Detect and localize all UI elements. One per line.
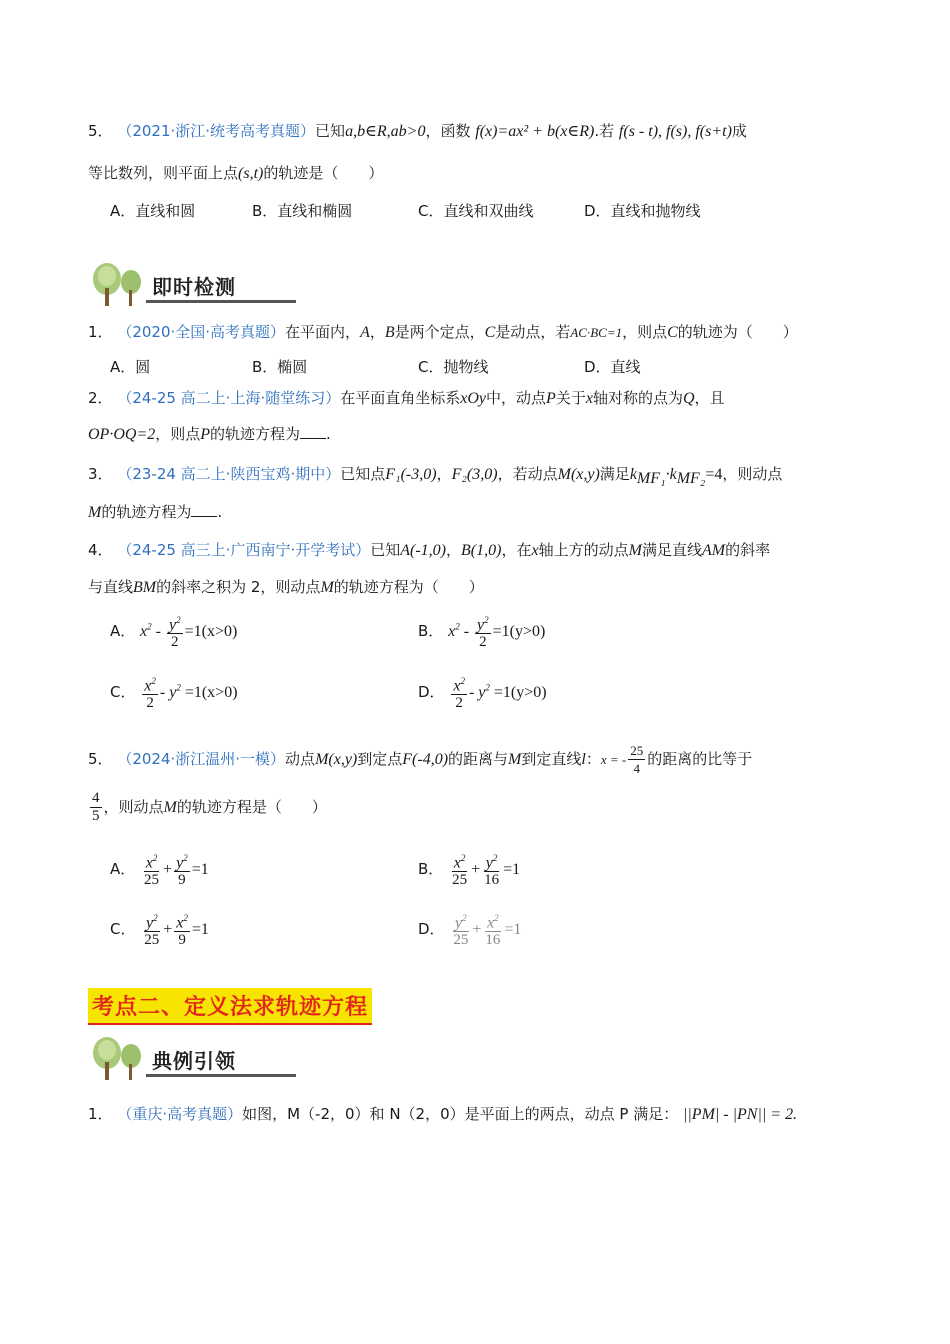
question-text: 等比数列，则平面上点 — [88, 164, 239, 182]
option-a[interactable]: A． $x^2$ - $\frac{y^2}{2}$ =1(x>0) — [110, 612, 237, 651]
math-expression: =4 — [705, 466, 723, 483]
math-expression: AC·BC=1 — [570, 325, 623, 340]
option-c[interactable]: C． $\frac{y^2}{25}$ + $\frac{x^2}{9}$ =1 — [110, 910, 209, 949]
question-text: 满足 — [599, 465, 630, 483]
option-label: A． — [110, 860, 136, 879]
math-expression: f(s - t), f(s), f(s+t) — [618, 123, 732, 140]
option-formula: =1(y>0) — [492, 623, 546, 641]
question-text: 已知点 — [340, 465, 386, 483]
question-1b — [88, 1104, 797, 1125]
question-text: ，在 — [501, 541, 532, 559]
question-4-line2 — [88, 577, 484, 598]
question-source: （重庆·高考真题） — [117, 1105, 243, 1123]
question-text: ， — [436, 465, 452, 483]
math-expression: A(-1,0) — [400, 542, 447, 559]
question-source: （24-25 高三上·广西南宁·开学考试） — [117, 541, 371, 559]
question-source: （2021·浙江·统考高考真题） — [117, 122, 316, 140]
math-subscript: MF₂ — [676, 470, 706, 487]
question-text: 的距离与 — [448, 750, 509, 768]
math-var: P — [546, 390, 556, 407]
question-text: .若 — [594, 122, 615, 140]
question-source: （23-24 高二上·陕西宝鸡·期中） — [117, 465, 341, 483]
banner-title: 即时检测 — [152, 275, 236, 299]
question-text: . — [326, 425, 331, 443]
question-2-line2 — [88, 424, 331, 445]
section-title: 考点二、定义法求轨迹方程 — [88, 988, 372, 1025]
math-expression: B(1,0) — [461, 542, 502, 559]
math-var: ·k — [665, 466, 677, 483]
question-text: 动点 — [285, 750, 316, 768]
option-c[interactable]: C． $\frac{x^2}{2}$ - $y^2 =1(x>0)$ — [110, 673, 238, 712]
question-text: 在平面内， — [285, 323, 361, 341]
option-a[interactable]: A．圆 — [110, 358, 151, 376]
math-var: M — [628, 542, 642, 559]
math-var: AM — [701, 542, 726, 559]
math-expression: (s,t) — [238, 165, 264, 182]
math-subscript: MF₁ — [636, 470, 666, 487]
question-text: ，则动点 — [722, 465, 783, 483]
question-text: ， — [369, 323, 385, 341]
option-b[interactable]: B．直线和椭圆 — [252, 202, 353, 220]
option-formula: =1(x>0) — [184, 623, 238, 641]
math-expression: M(x,y) — [557, 466, 600, 483]
fraction-numerator: 4 — [92, 790, 100, 806]
question-1 — [88, 322, 798, 343]
math-var: M — [88, 504, 102, 521]
option-d[interactable]: D． $\frac{x^2}{2}$ - $y^2 =1(y>0)$ — [418, 673, 547, 712]
fraction-denominator: 4 — [633, 761, 640, 776]
question-text: 的轨迹方程为 — [101, 503, 192, 521]
banner-underline — [146, 1074, 296, 1077]
math-var: x — [531, 542, 539, 559]
option-b[interactable]: B． $\frac{x^2}{25}$ + $\frac{y^2}{16}$ =1 — [418, 850, 520, 889]
math-var: M — [163, 799, 177, 816]
question-5-line1 — [88, 121, 747, 142]
question-text: 是动点，若 — [495, 323, 571, 341]
answer-blank[interactable] — [300, 424, 326, 439]
question-text: 的轨迹为（ ） — [677, 323, 798, 341]
question-text: 的轨迹方程为 — [210, 425, 301, 443]
math-expression: x = - — [600, 752, 627, 767]
question-text: ，则动点 — [103, 798, 164, 816]
math-var: M — [508, 751, 522, 768]
banner-instant-check — [88, 262, 273, 308]
tree-icon — [88, 262, 148, 308]
question-number: 1． — [88, 1105, 113, 1123]
question-text: 轴上方的动点 — [538, 541, 629, 559]
option-d[interactable]: D． $\frac{y^2}{25}$ + $\frac{x^2}{16}$ =1 — [418, 910, 521, 949]
option-b[interactable]: B．椭圆 — [252, 358, 308, 376]
question-text: 到定点 — [357, 750, 403, 768]
question-number: 2． — [88, 389, 113, 407]
question-4-line1 — [88, 540, 770, 561]
question-text: 轴对称的点为 — [592, 389, 683, 407]
question-number: 4． — [88, 541, 113, 559]
question-text: 中，动点 — [486, 389, 547, 407]
option-d[interactable]: D．直线和抛物线 — [584, 202, 701, 220]
question-number: 1． — [88, 323, 113, 341]
option-label: D． — [418, 683, 445, 702]
option-c[interactable]: C．抛物线 — [418, 358, 489, 376]
question-text: ， — [446, 541, 462, 559]
banner-underline — [146, 300, 296, 303]
question-text: 已知 — [315, 122, 346, 140]
question-text: ，则点 — [622, 323, 668, 341]
banner-title: 典例引领 — [152, 1049, 236, 1073]
question-text: ，且 — [694, 389, 725, 407]
math-var: l — [581, 751, 586, 768]
question-5b-line1 — [88, 742, 752, 777]
question-text: . — [217, 503, 223, 521]
math-expression: f(x)=ax² + b(x∈R) — [475, 123, 595, 140]
tree-icon — [88, 1036, 148, 1082]
question-text: 关于 — [555, 389, 586, 407]
option-formula: =1(y>0) — [493, 684, 547, 702]
option-label: A． — [110, 622, 136, 641]
math-var: M — [320, 579, 334, 596]
option-label: C． — [110, 683, 136, 702]
option-label: C． — [110, 920, 136, 939]
math-expression: M(x,y) — [315, 751, 358, 768]
question-source: （24-25 高二上·上海·随堂练习） — [117, 389, 341, 407]
option-c[interactable]: C．直线和双曲线 — [418, 202, 534, 220]
question-text: 在平面直角坐标系 — [340, 389, 461, 407]
math-expression: ||PM| - |PN|| = 2. — [683, 1106, 798, 1123]
question-number: 5． — [88, 750, 113, 768]
math-var: BM — [133, 579, 157, 596]
question-text: 与直线 — [88, 578, 134, 596]
option-d[interactable]: D．直线 — [584, 358, 641, 376]
option-label: B． — [418, 860, 444, 879]
option-b[interactable]: B． $x^2$ - $\frac{y^2}{2}$ =1(y>0) — [418, 612, 545, 651]
math-expression: F₁(-3,0) — [385, 466, 437, 483]
math-var: xOy — [460, 390, 487, 407]
math-expression: a,b∈R,ab>0 — [345, 123, 426, 140]
math-var: C — [667, 324, 678, 341]
question-text: ： — [585, 750, 601, 768]
question-text: 的斜率 — [725, 541, 771, 559]
math-var: k — [629, 466, 637, 483]
math-var: C — [484, 324, 496, 341]
math-expression: OP·OQ=2 — [88, 426, 156, 443]
question-5b-line2 — [88, 790, 327, 825]
answer-blank[interactable] — [191, 502, 217, 517]
question-text: 的轨迹方程为（ ） — [333, 578, 484, 596]
question-number: 3． — [88, 465, 113, 483]
question-2-line1 — [88, 388, 725, 409]
option-label: B． — [418, 622, 444, 641]
question-text: 满足直线 — [641, 541, 702, 559]
option-a[interactable]: A． $\frac{x^2}{25}$ + $\frac{y^2}{9}$ =1 — [110, 850, 209, 889]
question-text: 成 — [731, 122, 747, 140]
question-text: 的轨迹是（ ） — [263, 164, 384, 182]
question-text: 已知 — [370, 541, 401, 559]
banner-example — [88, 1036, 273, 1082]
option-label: D． — [418, 920, 445, 939]
question-text: ，则点 — [155, 425, 201, 443]
math-var: Q — [682, 390, 695, 407]
fraction-denominator: 5 — [92, 808, 100, 824]
question-source: （2024·浙江温州·一模） — [117, 750, 286, 768]
question-text: 的斜率之积为 2，则动点 — [156, 578, 321, 596]
question-text: 是两个定点， — [394, 323, 485, 341]
question-text: 的距离的比等于 — [647, 750, 753, 768]
question-text: 的轨迹方程是（ ） — [176, 798, 327, 816]
math-var: x — [585, 390, 593, 407]
math-var: P — [200, 426, 211, 443]
fraction-numerator: 25 — [630, 743, 644, 758]
question-text: 如图，M（-2，0）和 N（2，0）是平面上的两点，动点 P 满足： — [242, 1105, 679, 1123]
question-3-line1 — [88, 464, 782, 489]
question-text: ，若动点 — [497, 465, 558, 483]
option-formula: =1(x>0) — [184, 684, 238, 702]
math-expression: F(-4,0) — [402, 751, 449, 768]
math-var: A — [360, 324, 370, 341]
math-var: B — [384, 324, 395, 341]
question-3-line2 — [88, 502, 222, 523]
question-text: 到定直线 — [521, 750, 582, 768]
question-5-line2 — [88, 163, 383, 184]
question-text: ，函数 — [425, 122, 471, 140]
question-number: 5． — [88, 122, 113, 140]
question-source: （2020·全国·高考真题） — [117, 323, 286, 341]
math-expression: F₂(3,0) — [451, 466, 498, 483]
option-a[interactable]: A．直线和圆 — [110, 202, 196, 220]
